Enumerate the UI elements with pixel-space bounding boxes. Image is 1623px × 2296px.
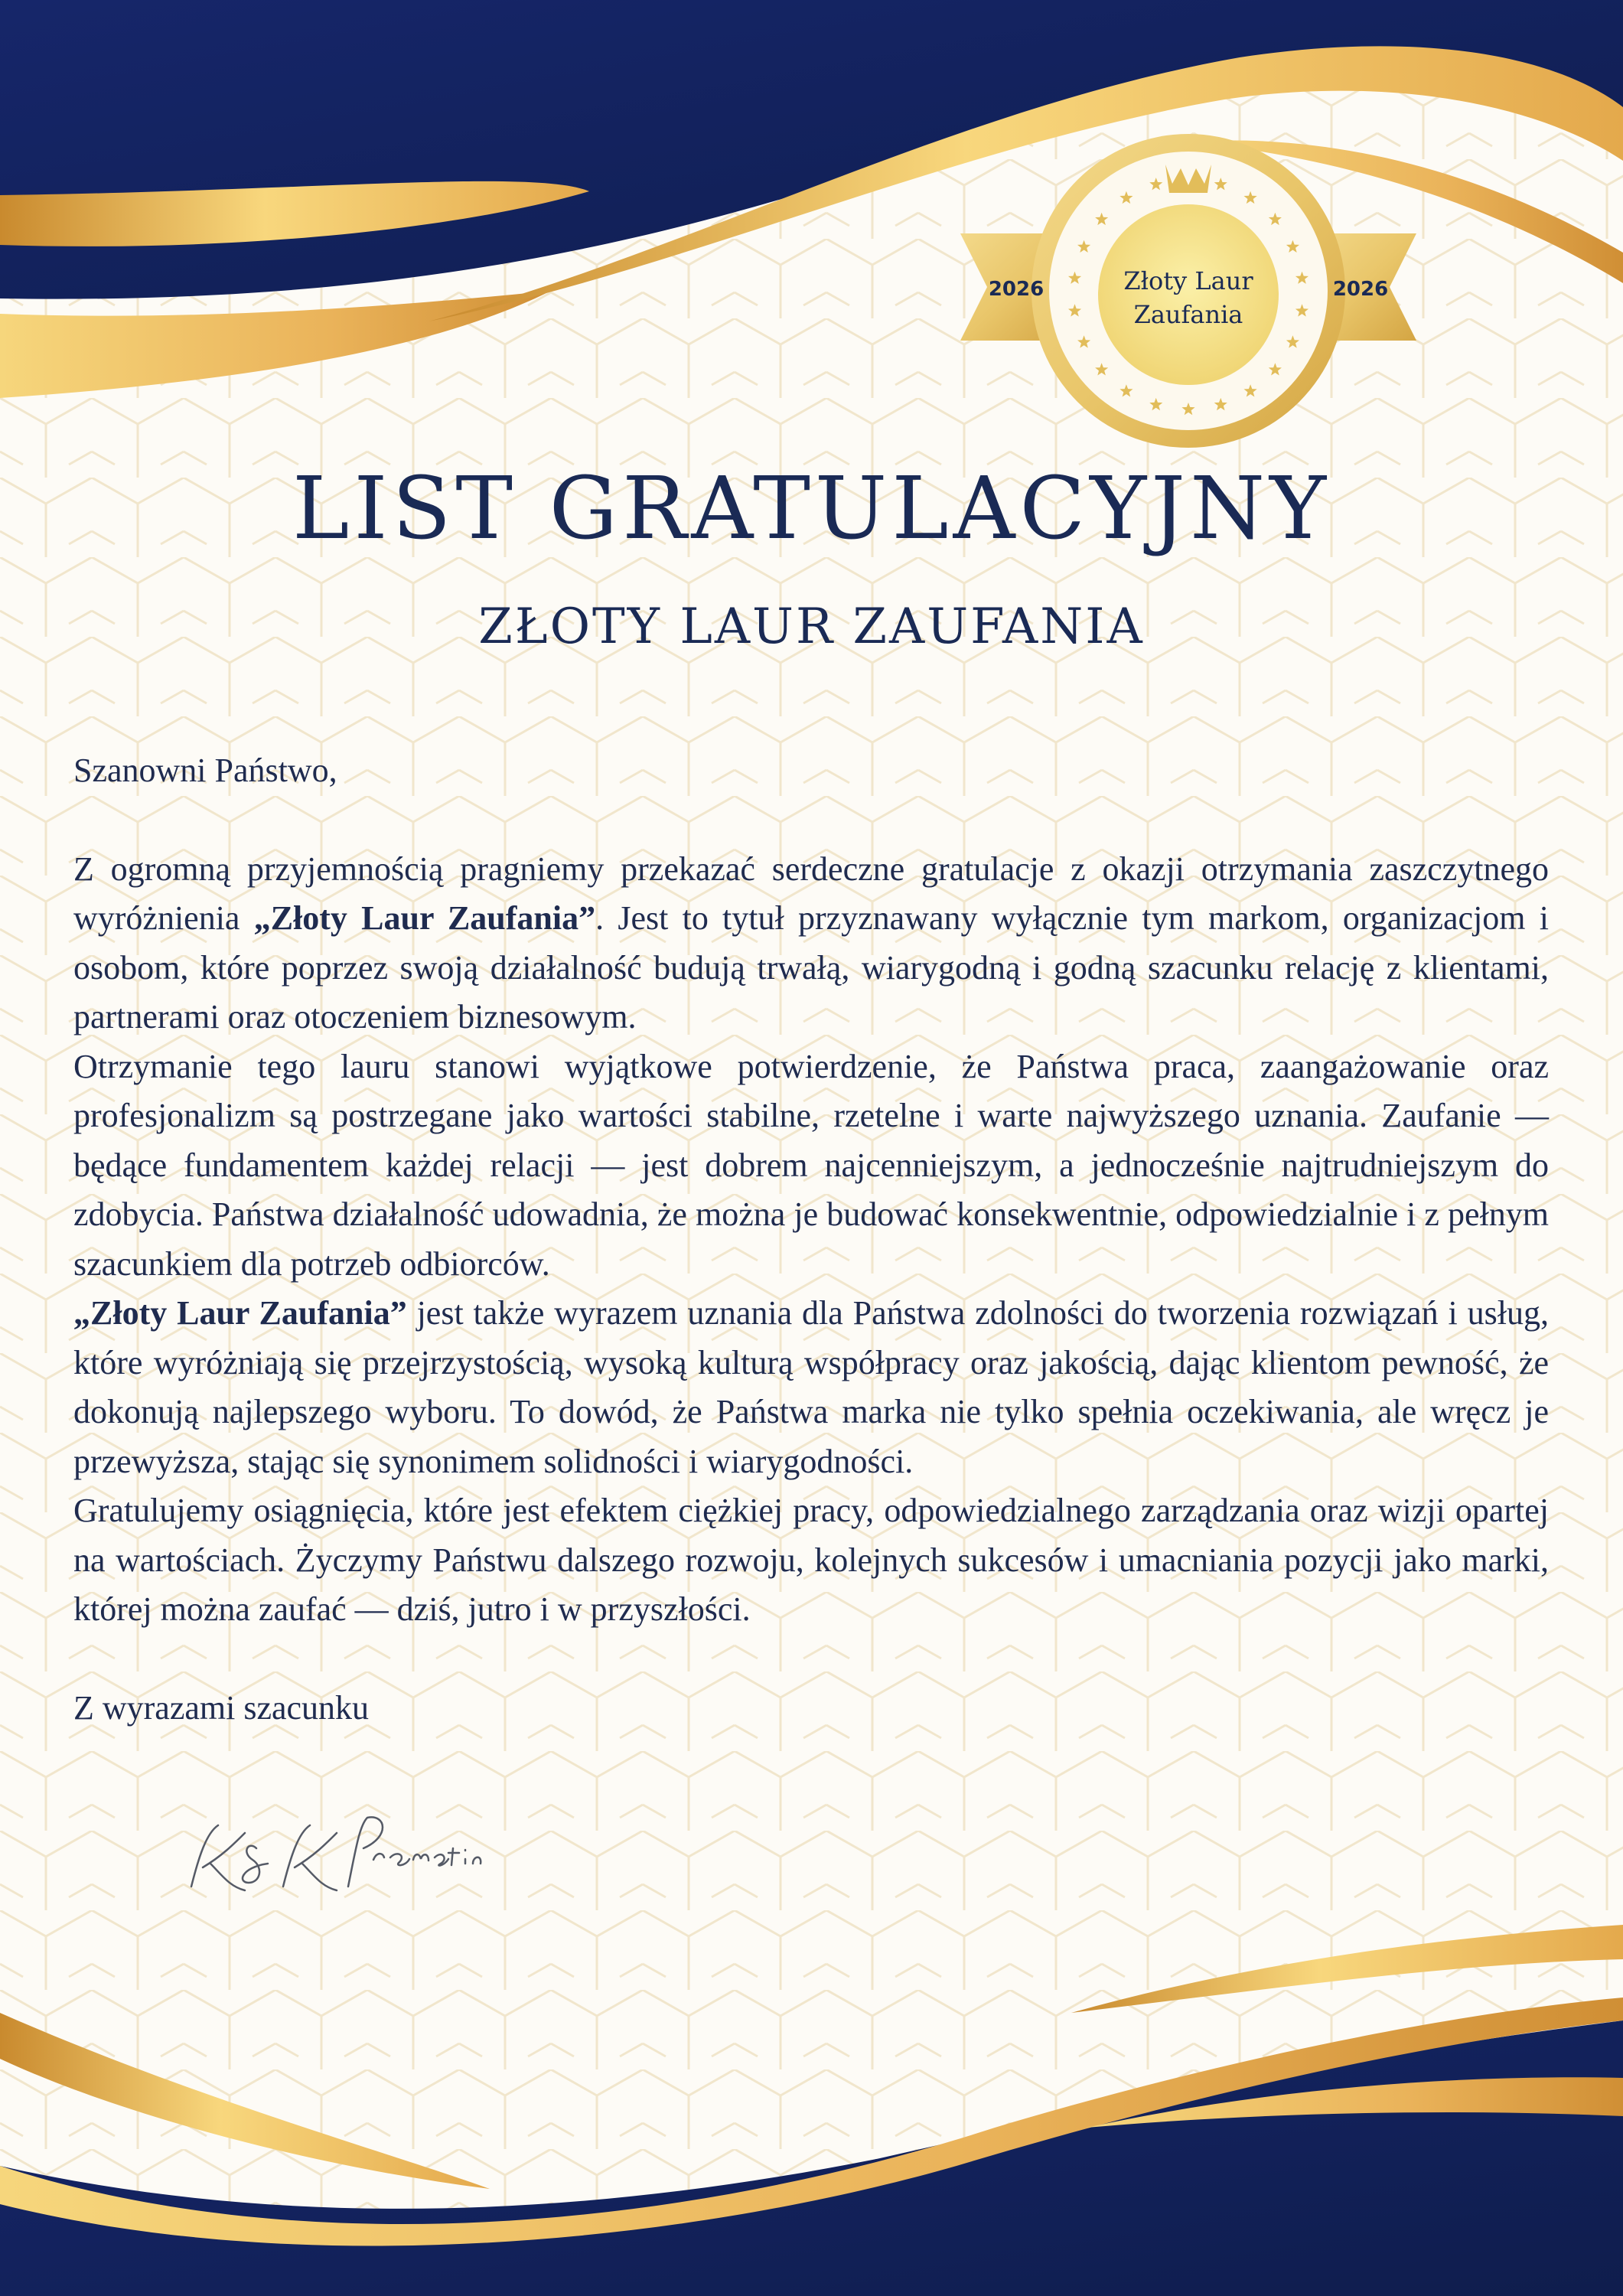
paragraph-3-text: jest także wyrazem uznania dla Państwa zdolności do tworzenia rozwiązań i usług, które wyróżniają się przejrzystością, wysoką kulturą współpracy oraz jakością, dając klientom pewność, że dokonują najlepszego wyboru. To dowód, że Państwa marka nie tylko spełnia oczekiwania, ale wręcz je przewyższa, stając się synonimem solidności i wiarygodności.	[73, 1294, 1550, 1480]
letter-paragraph-4: Gratulujemy osiągnięcia, które jest efektem ciężkiej pracy, odpowiedzialnego zarządzania oraz wizji opartej na wartościach. Życzymy Państwu dalszego rozwoju, kolejnych sukcesów i umacniania pozycji jako marki, której można zaufać — dziś, jutro i w przyszłości.	[73, 1492, 1549, 1628]
paragraph-1-text-a: Z ogromną przyjemnością pragniemy przekazać serdeczne gratulacje z okazji otrzymania zaszczytnego wyróżnienia	[73, 850, 1549, 937]
page-subtitle: ZŁOTY LAUR ZAUFANIA	[478, 598, 1145, 655]
letter-paragraph-1	[73, 845, 1549, 1042]
letter-body	[73, 746, 1549, 1733]
award-name: „Złoty Laur Zaufania”	[253, 899, 596, 937]
seal-year-right: 2026	[1332, 278, 1389, 301]
award-seal	[957, 122, 1420, 459]
letter-paragraph-2: Otrzymanie tego lauru stanowi wyjątkowe potwierdzenie, że Państwa praca, zaangażowanie oraz profesjonalizm są postrzegane jako wartości stabilne, rzetelne i warte najwyższego uznania. Zaufanie — będące fundamentem każdej relacji — jest dobrem najcenniejszym, a jednocześnie najtrudniejszym do zdobycia. Państwa działalność udowadnia, że można je budować konsekwentnie, odpowiedzialnie i z pełnym szacunkiem dla potrzeb odbiorców.	[73, 1047, 1549, 1283]
seal-name-line2: Zaufania	[1133, 300, 1243, 329]
seal-name-line1: Złoty Laur	[1123, 266, 1253, 295]
letter-paragraph-3	[73, 1289, 1549, 1486]
page-title: LIST GRATULACYJNY	[292, 459, 1331, 559]
award-name: „Złoty Laur Zaufania”	[73, 1294, 407, 1332]
letter-greeting: Szanowni Państwo,	[73, 752, 337, 789]
signature	[176, 1802, 482, 1910]
seal-year-left: 2026	[988, 278, 1045, 301]
paragraph-1-text-b: . Jest to tytuł przyznawany wyłącznie tym markom, organizacjom i osobom, które poprzez swoją działalność budują trwałą, wiarygodną i godną szacunku relację z klientami, partnerami oraz otoczeniem biznesowym.	[73, 899, 1549, 1035]
letter-closing: Z wyrazami szacunku	[73, 1688, 370, 1727]
